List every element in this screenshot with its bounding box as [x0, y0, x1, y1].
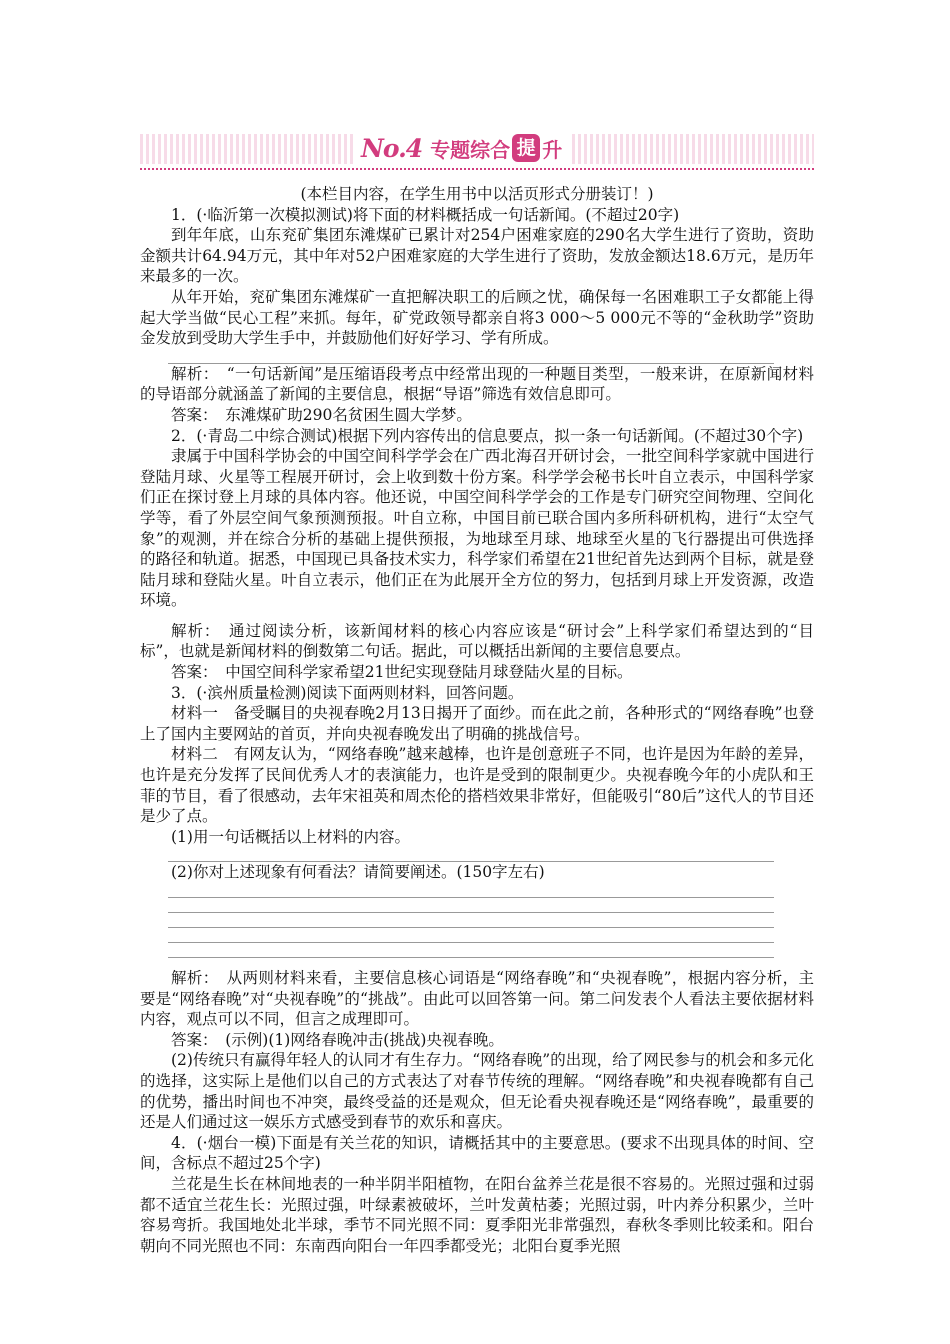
- answer-line: [168, 847, 774, 862]
- q2-answer: 答案： 中国空间科学家希望21世纪实现登陆月球登陆火星的目标。: [171, 663, 633, 682]
- banner-title: [353, 132, 570, 164]
- q2-analysis: 解析： 通过阅读分析，该新闻材料的核心内容应该是“研讨会”上科学家们希望达到的“目标”，也就是新闻材料的倒数第二句话。据此，可以概括出新闻的主要信息要点。: [140, 621, 814, 661]
- q1-answer: 答案： 东滩煤矿助290名贫困生圆大学梦。: [171, 405, 472, 424]
- q3-answer-2: (2)传统只有赢得年轻人的认同才有生存力。“网络春晚”的出现，给了网民参与的机会和多元化的选择，这实际上是他们以自己的方式表达了对春节传统的理解。“网络春晚”和央视春晚都有自己的优势，播出时间也不冲突，最终受益的还是观众，但无论看央视春晚还是“网络春晚”，最重要的还是人们通过这一娱乐方式感受到春节的欢乐和喜庆。: [140, 1051, 814, 1132]
- answer-line: [168, 943, 774, 958]
- blank-space: [140, 958, 814, 968]
- section-banner: [140, 130, 814, 182]
- q3-material-2: 材料二 有网友认为，“网络春晚”越来越棒，也许是创意班子不同，也许是因为年龄的差异，也许是充分发挥了民间优秀人才的表演能力，也许是受到的限制更少。央视春晚今年的小虎队和王菲的节目，看了很感动，去年宋祖英和周杰伦的搭档效果非常好，但能吸引“80后”这代人的节目还是少了点。: [140, 745, 814, 826]
- section-title-box: 提: [512, 134, 540, 162]
- answer-line: [168, 913, 774, 928]
- document-body: [140, 184, 814, 1256]
- banner-divider: [140, 168, 814, 170]
- q3-analysis: 解析： 从两则材料来看，主要信息核心词语是“网络春晚”和“央视春晚”，根据内容分析，主要是“网络春晚”对“央视春晚”的“挑战”。由此可以回答第一问。第二问发表个人看法主要依据材料内容，观点可以不同，但言之成理即可。: [140, 969, 814, 1029]
- q1-prompt: 1．(·临沂第一次模拟测试)将下面的材料概括成一句话新闻。(不超过20字): [171, 205, 680, 224]
- answer-line: [168, 883, 774, 898]
- q1-material-2: 从年开始，兖矿集团东滩煤矿一直把解决职工的后顾之忧，确保每一名困难职工子女都能上得起大学当做“民心工程”来抓。每年，矿党政领导都亲自将3 000～5 000元不等的“金秋助学”资助金发放到受助大学生手中，并鼓励他们好好学习、学有所成。: [140, 287, 814, 348]
- section-title-tail: 升: [542, 137, 563, 162]
- q1-analysis: 解析： “一句话新闻”是压缩语段考点中经常出现的一种题目类型，一般来讲，在原新闻材料的导语部分就涵盖了新闻的主要信息，根据“导语”筛选有效信息即可。: [140, 364, 814, 404]
- q1-material-1: 到年年底，山东兖矿集团东滩煤矿已累计对254户困难家庭的290名大学生进行了资助，资助金额共计64.94万元，其中年对52户困难家庭的大学生进行了资助，发放金额达18.6万元，是历年来最多的一次。: [140, 226, 814, 286]
- q4-prompt: 4．(·烟台一模)下面是有关兰花的知识，请概括其中的主要意思。(要求不出现具体的时间、空间，含标点不超过25个字): [140, 1133, 814, 1173]
- q3-material-1: 材料一 备受瞩目的央视春晚2月13日揭开了面纱。而在此之前，各种形式的“网络春晚”也登上了国内主要网站的首页，并向央视春晚发出了明确的挑战信号。: [140, 704, 814, 743]
- q4-material: 兰花是生长在林间地表的一种半阴半阳植物，在阳台盆养兰花是很不容易的。光照过强和过弱都不适宜兰花生长：光照过强，叶绿素被破坏，兰叶发黄枯萎；光照过弱，叶内养分积累少，兰叶容易弯折。我国地处北半球，季节不同光照不同：夏季阳光非常强烈，春秋冬季则比较柔和。阳台朝向不同光照也不同：东南西向阳台一年四季都受光；北阳台夏季光照: [140, 1174, 814, 1255]
- q3-answer-1: 答案： (示例)(1)网络春晚冲击(挑战)央视春晚。: [171, 1030, 504, 1049]
- q3-prompt: 3．(·滨州质量检测)阅读下面两则材料，回答问题。: [171, 683, 524, 702]
- answer-line: [168, 349, 774, 364]
- q2-prompt: 2．(·青岛二中综合测试)根据下列内容传出的信息要点，拟一条一句话新闻。(不超过30个字): [171, 426, 804, 445]
- document-page: [140, 130, 814, 1255]
- blank-space: [140, 611, 814, 621]
- q3-subquestion-1: (1)用一句话概括以上材料的内容。: [171, 827, 410, 846]
- answer-line: [168, 928, 774, 943]
- q3-subquestion-2: (2)你对上述现象有何看法？请简要阐述。(150字左右): [171, 863, 545, 882]
- binding-note: (本栏目内容，在学生用书中以活页形式分册装订！): [300, 185, 654, 203]
- section-title: 专题综合: [430, 137, 511, 162]
- section-number: No.4: [361, 133, 423, 163]
- answer-line: [168, 898, 774, 913]
- q2-material: 隶属于中国科学协会的中国空间科学学会在广西北海召开研讨会，一批空间科学家就中国进行登陆月球、火星等工程展开研讨，会上收到数十份方案。科学学会秘书长叶自立表示，中国科学家们正在探讨登上月球的具体内容。他还说，中国空间科学学会的工作是专门研究空间物理、空间化学等，看了外层空间气象预测预报。叶自立称，中国目前已联合国内多所科研机构，进行“太空气象”的观测，并在综合分析的基础上提供预报，为地球至月球、地球至火星的飞行器提出可供选择的路径和轨道。据悉，中国现已具备技术实力，科学家们希望在21世纪首先达到两个目标，就是登陆月球和登陆火星。叶自立表示，他们正在为此展开全方位的努力，包括到月球上开发资源，改造环境。: [140, 447, 814, 610]
